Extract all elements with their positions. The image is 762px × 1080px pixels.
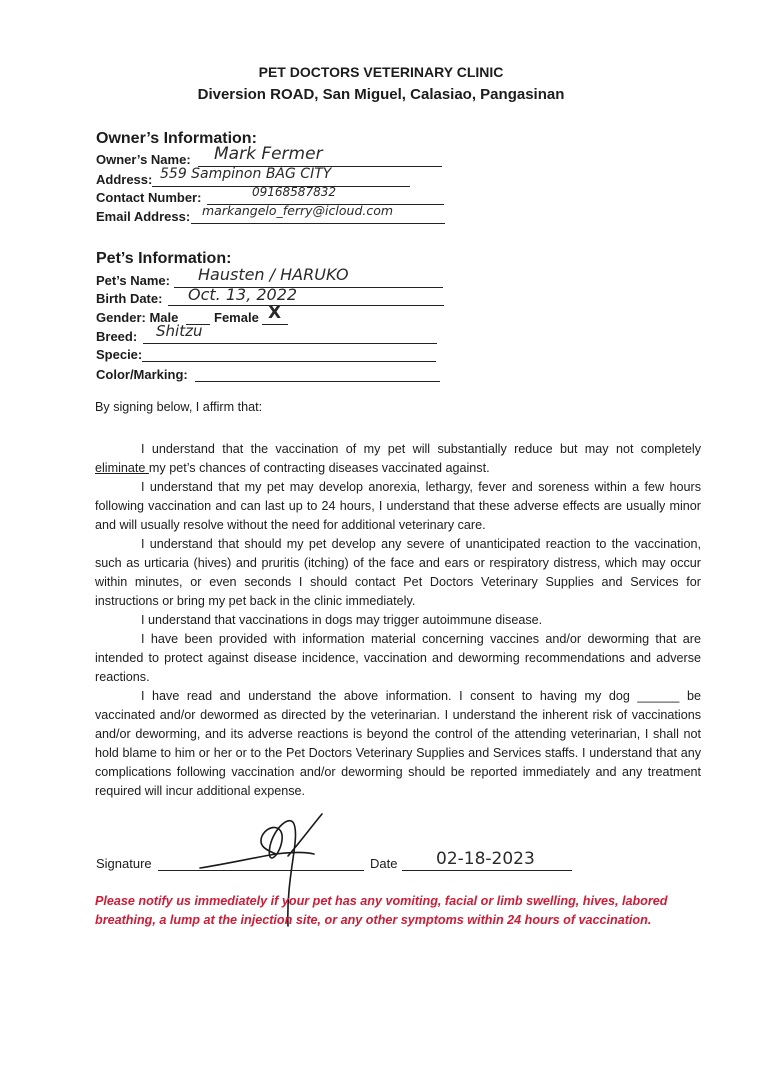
notice-text: Please notify us immediately if your pet has any vomiting, facial or limb swelling, hives, labored breathing, a lump at the injection site, or any other symptoms within 24 hours of vaccination.	[95, 894, 668, 927]
color-marking-line[interactable]	[195, 381, 440, 382]
address-label: Address:	[96, 172, 153, 187]
affirm-intro: By signing below, I affirm that:	[95, 400, 263, 414]
email-field[interactable]: markangelo_ferry@icloud.com	[202, 203, 394, 218]
affirmation-6: I have read and understand the above information. I consent to having my dog ______ be vaccinated and/or dewormed as directed by the veterinarian. I understand the inherent risk of vaccinations and/or deworming, and its adverse reactions is beyond the control of the attending veterinarian, I shall not hold blame to him or her or to the Pet Doctors Veterinary Supplies and Services staffs. I understand that any complications following vaccination and/or deworming should be reported immediately and any treatment required will incur additional expense.	[95, 689, 701, 798]
date-label: Date	[370, 856, 398, 871]
email-label: Email Address:	[96, 209, 191, 224]
affirmation-1: I understand that the vaccination of my pet will substantially reduce but may not completely eliminate my pet’s chances of contracting diseases vaccinated against.	[95, 442, 701, 475]
signature-label: Signature	[96, 856, 152, 871]
affirmation-4: I understand that vaccinations in dogs may trigger autoimmune disease.	[141, 613, 543, 627]
affirmation-3: I understand that should my pet develop any severe of unanticipated reaction to the vaccination, such as urticaria (hives) and pruritis (itching) of the face and ears or respiratory distress, which may occur within minutes, or even seconds I should contact Pet Doctors Veterinary Supplies and Services for instructions or bring my pet back in the clinic immediately.	[95, 537, 701, 608]
gender-female-mark[interactable]: X	[268, 303, 282, 323]
specie-label: Specie:	[96, 347, 143, 362]
owner-name-label: Owner’s Name:	[96, 152, 191, 167]
contact-field[interactable]: 09168587832	[252, 185, 336, 199]
gender-female-label: Female	[214, 310, 259, 325]
color-marking-label: Color/Marking:	[96, 367, 188, 382]
date-field[interactable]: 02-18-2023	[436, 849, 535, 869]
pet-name-field[interactable]: Hausten / HARUKO	[198, 265, 349, 284]
date-line	[402, 870, 572, 871]
birth-date-line	[168, 305, 444, 306]
clinic-address: Diversion ROAD, San Miguel, Calasiao, Pangasinan	[197, 86, 565, 103]
breed-field[interactable]: Shitzu	[156, 322, 203, 340]
owner-name-field[interactable]: Mark Fermer	[214, 144, 323, 164]
affirmation-2: I understand that my pet may develop anorexia, lethargy, fever and soreness within a few hours following vaccination and can last up to 24 hours, I understand that these adverse effects are usually minor and will usually resolve without the need for additional veterinary care.	[95, 480, 701, 532]
gender-male-label: Gender: Male	[96, 310, 179, 325]
birth-date-field[interactable]: Oct. 13, 2022	[188, 285, 298, 304]
clinic-name: PET DOCTORS VETERINARY CLINIC	[258, 64, 504, 80]
contact-label: Contact Number:	[96, 190, 202, 205]
breed-label: Breed:	[96, 329, 138, 344]
specie-line[interactable]	[142, 361, 436, 362]
gender-female-line	[262, 324, 288, 325]
birth-date-label: Birth Date:	[96, 291, 163, 306]
breed-line	[143, 343, 437, 344]
pet-name-label: Pet’s Name:	[96, 273, 170, 288]
affirmation-text	[95, 440, 701, 801]
address-field[interactable]: 559 Sampinon BAG CITY	[160, 166, 332, 182]
owner-section-title: Owner’s Information:	[96, 130, 257, 147]
pet-section-title: Pet’s Information:	[96, 250, 232, 267]
affirmation-5: I have been provided with information material concerning vaccines and/or deworming that are intended to protect against disease incidence, vaccination and deworming recommendations and adverse reactions.	[95, 632, 701, 684]
email-line	[191, 223, 445, 224]
